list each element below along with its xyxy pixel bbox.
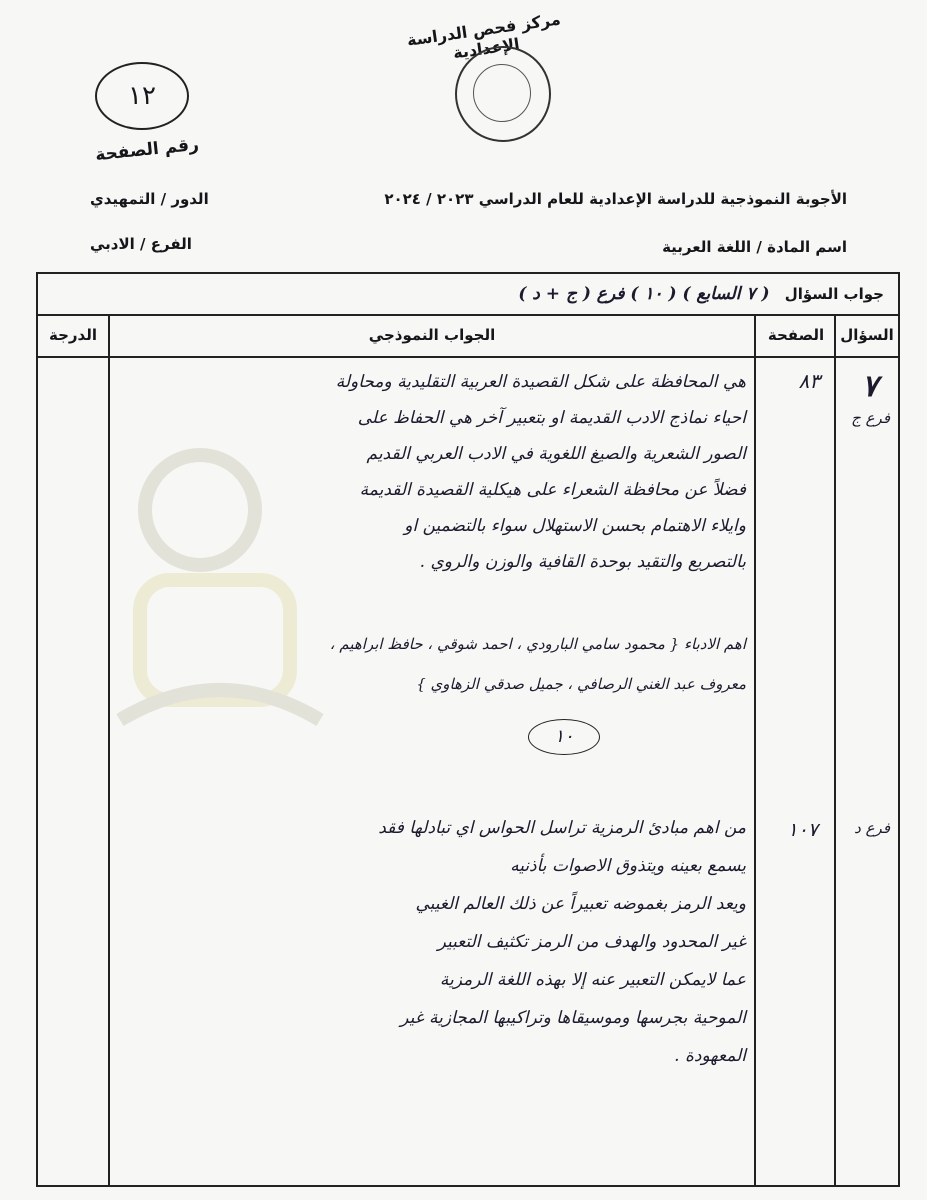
col-grade: الدرجة [49, 326, 97, 344]
note-line: معروف عبد الغني الرصافي ، جميل صدقي الزهاوي } [416, 675, 746, 693]
answer-line: وايلاء الاهتمام بحسن الاستهلال سواء بالتضمين او [404, 516, 746, 536]
answer-line: عما لايمكن التعبير عنه إلا بهذه اللغة الرمزية [439, 970, 746, 990]
note-line: اهم الادباء { محمود سامي البارودي ، احمد شوقي ، حافظ ابراهيم ، [329, 635, 746, 653]
answer-line: ويعد الرمز بغموضه تعبيراً عن ذلك العالم الغيبي [415, 894, 746, 914]
answer-1-page: ٨٣ [798, 369, 820, 393]
answer-line: المعهودة . [674, 1046, 746, 1066]
document-title: الأجوبة النموذجية للدراسة الإعدادية للعام الدراسي ٢٠٢٣ / ٢٠٢٤ [384, 190, 847, 208]
answer-table [36, 272, 900, 1187]
answer-1-text [118, 364, 746, 580]
answer-line: بالتصريع والتقيد بوحدة القافية والوزن والروي . [419, 552, 746, 572]
answer-1-score: ١٠ [528, 719, 600, 755]
answer-line: فضلاً عن محافظة الشعراء على هيكلية القصيدة القديمة [359, 480, 746, 500]
answer-2-page: ١٠٧ [787, 819, 818, 841]
answer-1-branch: فرع ج [851, 409, 890, 427]
page-number-label: رقم الصفحة [94, 134, 200, 166]
question-handwritten: ( ٧ السابع ) ( ١٠ ) فرع ( ج + د ) [518, 284, 770, 304]
answer-line: يسمع بعينه ويتذوق الاصوات بأذنيه [510, 856, 746, 876]
answer-line: الموحية بجرسها وموسيقاها وتراكيبها المجازية غير [400, 1008, 746, 1028]
page-number: ١٢ [95, 62, 189, 130]
answer-line: احياء نماذج الادب القديمة او بتعبير آخر هي الحفاظ على [357, 408, 746, 428]
answer-1-notes [118, 624, 746, 704]
col-answer: الجواب النموذجي [368, 326, 496, 344]
answer-1-question: ٧ [861, 369, 878, 404]
branch-name: الفرع / الادبي [90, 235, 192, 253]
answer-2-text [118, 809, 746, 1075]
answer-line: من اهم مبادئ الرمزية تراسل الحواس اي تبادلها فقد [378, 818, 746, 838]
answer-2-branch: فرع د [854, 819, 890, 837]
col-question: السؤال [840, 326, 894, 344]
answer-line: هي المحافظة على شكل القصيدة العربية التقليدية ومحاولة [335, 372, 746, 392]
stamp-text: مركز فحص الدراسة الإعدادية [405, 9, 562, 63]
subject-name: اسم المادة / اللغة العربية [662, 238, 847, 256]
exam-round: الدور / التمهيدي [90, 190, 209, 208]
question-label: جواب السؤال [784, 285, 884, 303]
answer-line: غير المحدود والهدف من الرمز تكثيف التعبير [437, 932, 746, 952]
ministry-seal [455, 46, 551, 142]
col-page: الصفحة [767, 326, 825, 344]
answer-line: الصور الشعرية والصيغ اللغوية في الادب العربي القديم [366, 444, 746, 464]
